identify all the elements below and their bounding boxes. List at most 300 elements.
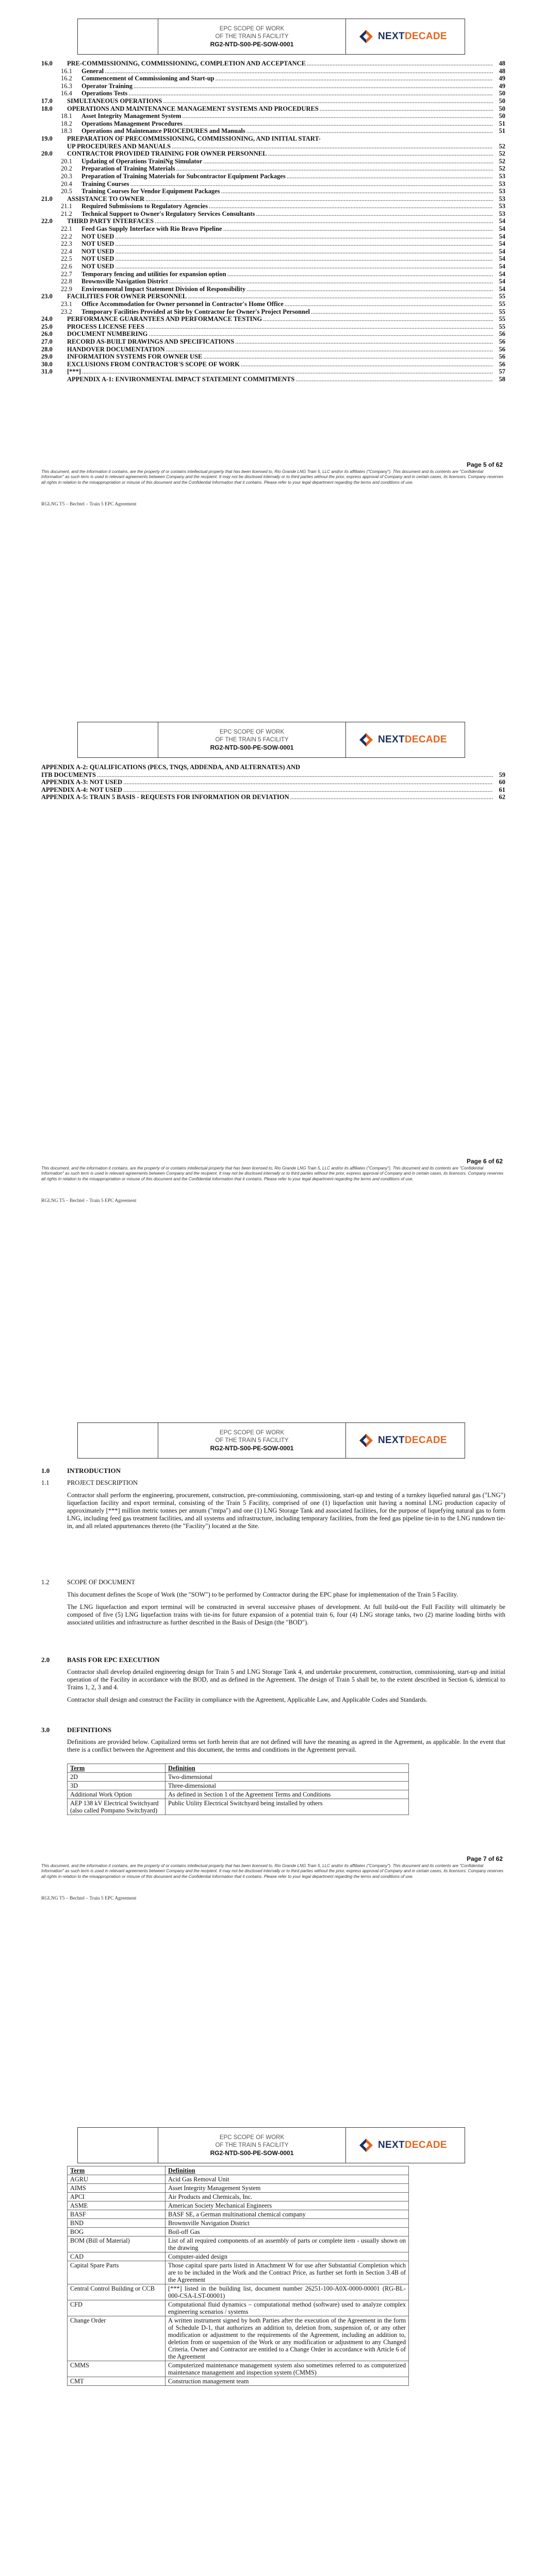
toc-entry-title: NOT USED [81,255,114,263]
toc-leader-dots [203,158,493,165]
toc-entry[interactable] [41,195,505,203]
toc-entry[interactable] [41,173,505,180]
toc-entry-number: 22.7 [61,270,72,278]
table-row [68,2284,409,2300]
toc-entry-page: 49 [499,75,505,82]
toc-entry-number: 20.1 [61,157,72,165]
toc-entry-number: 24.0 [41,315,53,323]
toc-leader-dots [203,353,493,361]
definition-term: BND [68,2219,166,2228]
paragraph: Contractor shall design and construct the Facility in compliance with the Agreement, Applicable Law, and Applicable Codes and Standards. [67,1696,427,1703]
toc-leader-dots [166,346,493,353]
section-3 [41,1726,505,1754]
column-header-term: Term [68,2166,166,2175]
definition-term: CFD [68,2300,166,2316]
definition-term: CMMS [68,2361,166,2377]
toc-entry-number: 20.3 [61,172,72,180]
definition-term: BOM (Bill of Material) [68,2236,166,2252]
toc-leader-dots [149,330,493,338]
confidentiality-notice: This document, and the information it contains, are the property of or contains intellectual property that has been licensed to, Rio Grande LNG Train 5, LLC and/or its affiliates ("Company"). This document and its contents are "Confidential Information" as such term is used in relevant agreements between Company and the recipient. It may not be disclosed internally or to third parties without the prior, express approval of Company and in certain cases, its licensors. Company reserves all rights in relation to the misappropriation or misuse of this document and the Confidential Information that it contains. Please refer to your legal department regarding the terms and conditions of use. [41,1863,504,1879]
table-row [68,2377,409,2386]
toc-entry[interactable] [41,60,505,67]
toc-entry-page: 61 [499,786,505,793]
header-line2: OF THE TRAIN 5 FACILITY [215,2142,289,2148]
toc-entry-page: 55 [499,300,505,308]
definition-term: Central Control Building or CCB [68,2284,166,2300]
toc-leader-dots [209,202,493,210]
toc-entry-page: 56 [499,345,505,353]
document-number: RG2-NTD-S00-PE-SOW-0001 [210,1444,294,1452]
definition-term: ASME [68,2201,166,2210]
toc-leader-dots [223,225,493,233]
toc-entry-number: 20.4 [61,180,72,188]
table-row [68,2261,409,2284]
toc-entry-number: 17.0 [41,97,53,105]
toc-entry-title: APPENDIX A-2: QUALIFICATIONS (PECS, TNQS, ADDENDA, AND ALTERNATES) AND [41,764,301,771]
toc-leader-dots [123,786,493,794]
section-title: BASIS FOR EPC EXECUTION [67,1656,160,1664]
toc-leader-dots [115,248,493,256]
toc-entry-title: SIMULTANEOUS OPERATIONS [67,97,162,105]
nextdecade-logo: NEXTDECADE [346,19,465,54]
document-number: RG2-NTD-S00-PE-SOW-0001 [210,743,294,751]
toc-entry-number: 22.3 [61,240,72,248]
nextdecade-logo: NEXTDECADE [346,2128,465,2163]
toc-entry[interactable] [41,376,505,383]
definition-term: 2D [68,1773,166,1782]
toc-entry-page: 52 [499,165,505,173]
page-number: Page 5 of 62 [466,461,503,468]
toc-entry[interactable] [41,315,505,323]
toc-entry-title: Training Courses for Vendor Equipment Packages [81,188,220,195]
toc-entry-page: 56 [499,353,505,361]
toc-entry-page: 56 [499,330,505,338]
toc-leader-dots [128,90,493,97]
toc-entry[interactable] [41,67,505,75]
toc-entry-page: 54 [499,255,505,263]
toc-entry[interactable] [41,270,505,278]
toc-entry-page: 58 [499,375,505,383]
toc-entry-number: 21.0 [41,195,53,202]
toc-entry[interactable] [41,323,505,331]
section-number: 1.1 [41,1479,50,1486]
page-header [77,722,465,758]
toc-entry-title: Training Courses [81,180,129,188]
toc-entry-page: 50 [499,90,505,97]
toc-leader-dots [97,771,493,779]
definition-text: Computational fluid dynamics – computational method (software) used to analyze complex engineering scenarios / systems [166,2300,409,2316]
toc-entry[interactable] [41,793,505,801]
toc-entry[interactable] [41,135,505,143]
toc-leader-dots [145,195,493,203]
toc-entry-page: 54 [499,232,505,240]
toc-entry-title: PERFORMANCE GUARANTEES AND PERFORMANCE TESTING [67,315,262,323]
toc-entry[interactable] [41,255,505,263]
section-number: 2.0 [41,1656,50,1664]
page-5 [0,0,544,703]
toc-entry-title: RECORD AS-BUILT DRAWINGS AND SPECIFICATIONS [67,337,235,345]
toc-leader-dots [290,793,493,801]
toc-entry[interactable] [41,202,505,210]
toc-entry-number: 16.1 [61,67,72,75]
toc-entry-page: 59 [499,771,505,778]
toc-entry[interactable] [41,240,505,248]
header-line2: OF THE TRAIN 5 FACILITY [215,736,289,743]
toc-entry[interactable] [41,82,505,90]
toc-entry-number: 26.0 [41,330,53,338]
toc-entry-number: 16.3 [61,82,72,90]
toc-entry-number: 18.2 [61,120,72,127]
table-row [68,2175,409,2184]
toc-entry[interactable] [41,338,505,346]
section-title: SCOPE OF DOCUMENT [67,1579,135,1586]
table-row [68,2236,409,2252]
toc-entry[interactable] [41,217,505,225]
header-line1: EPC SCOPE OF WORK [219,25,285,32]
toc-leader-dots [188,293,493,300]
table-row [68,2210,409,2219]
table-row [68,2316,409,2361]
toc-leader-dots [227,270,493,278]
toc-leader-dots [172,143,493,150]
header-line1: EPC SCOPE OF WORK [219,2134,285,2141]
toc-entry[interactable] [41,210,505,218]
toc-entry-title: ASSISTANCE TO OWNER [67,195,145,202]
toc-leader-dots [115,263,493,270]
toc-entry-page: 56 [499,337,505,345]
toc-entry[interactable] [41,105,505,113]
toc-entry-title: PREPARATION OF PRECOMMISSIONING, COMMISSIONING, AND INITIAL START- [67,134,321,142]
toc-entry-page: 54 [499,240,505,248]
definition-text: Air Products and Chemicals, Inc. [166,2193,409,2201]
toc-entry[interactable] [41,90,505,97]
toc-entry-title: General [81,67,104,75]
toc-leader-dots [163,97,493,105]
toc-entry-title: Required Submissions to Regulatory Agencies [81,202,208,210]
definition-text: Computerized maintenance management system also sometimes referred to as computerized maintenance management and inspection system (CMMS) [166,2361,409,2377]
toc-entry[interactable] [41,165,505,173]
toc-entry[interactable] [41,368,505,376]
toc-entry[interactable] [41,778,505,786]
toc-entry[interactable] [41,300,505,308]
section-title: PROJECT DESCRIPTION [67,1479,138,1486]
toc-entry-title: Office Accommodation for Owner personnel in Contractor's Home Office [81,300,284,308]
toc-leader-dots [176,165,493,173]
toc-leader-dots [115,233,493,241]
toc-entry-number: 18.0 [41,105,53,112]
toc-entry-title: UP PROCEDURES AND MANUALS [67,142,171,150]
toc-entry-page: 52 [499,142,505,150]
header-line2: OF THE TRAIN 5 FACILITY [215,33,289,40]
toc-leader-dots [235,338,493,346]
definition-term: AIMS [68,2184,166,2193]
section-2 [41,1656,505,1704]
definition-term: Additional Work Option [68,1790,166,1799]
toc-leader-dots [311,308,493,316]
definition-text: Those capital spare parts listed in Attachment W for use after Substantial Completion which are to be included in the Work and the Contract Price, as further set forth in Section 3.4B of the Agreement [166,2261,409,2284]
table-row [68,2300,409,2316]
toc-entry[interactable] [41,330,505,338]
toc-entry-number: 22.5 [61,255,72,263]
toc-entry-page: 51 [499,120,505,127]
toc-entry[interactable] [41,353,505,361]
toc-leader-dots [268,150,493,158]
table-row [68,1782,409,1790]
toc-entry-number: 19.0 [41,134,53,142]
toc-entry-page: 53 [499,210,505,217]
column-header-term: Term [68,1764,166,1773]
toc-entry-page: 50 [499,97,505,105]
toc-entry[interactable] [41,308,505,316]
toc-entry-title: Environmental Impact Statement Division of Responsibility [81,285,246,293]
toc-entry-title: HANDOVER DOCUMENTATION [67,345,165,353]
toc-leader-dots [241,361,493,368]
toc-leader-dots [263,315,493,323]
page-footer: RGLNG T5 – Bechtel – Train 5 EPC Agreement [41,1198,137,1204]
toc-entry-title: Preparation of Training Materials for Subcontractor Equipment Packages [81,172,286,180]
toc-entry[interactable] [41,97,505,105]
toc-entry[interactable] [41,346,505,353]
toc-leader-dots [82,368,493,376]
nextdecade-logo-mark-icon [357,28,375,45]
toc-entry-page: 51 [499,127,505,135]
toc-entry-title: Preparation of Training Materials [81,165,175,173]
toc-entry[interactable] [41,143,505,150]
toc-entry-page: 54 [499,217,505,225]
toc-entry-page: 53 [499,188,505,195]
toc-entry-title: APPENDIX A-1: ENVIRONMENTAL IMPACT STATEMENT COMMITMENTS [67,375,295,383]
toc-entry-number: 16.0 [41,60,53,67]
toc-entry-title: NOT USED [81,232,114,240]
toc-entry[interactable] [41,180,505,188]
toc-entry-page: 55 [499,293,505,300]
table-row [68,2193,409,2201]
toc-entry-number: 20.0 [41,150,53,158]
toc-entry-number: 30.0 [41,360,53,368]
toc-entry[interactable] [41,120,505,128]
toc-entry[interactable] [41,75,505,82]
section-number: 1.2 [41,1579,50,1586]
toc-entry[interactable] [41,361,505,368]
toc-entry-title: Updating of Operations TrainiNg Simulator [81,157,203,165]
toc-entry-number: 22.1 [61,225,72,233]
toc-entry-title: PRE-COMMISSIONING, COMMISSIONING, COMPLETION AND ACCEPTANCE [67,60,306,67]
toc-leader-dots [123,778,493,786]
definition-term: Capital Spare Parts [68,2261,166,2284]
table-row [68,2184,409,2193]
toc-entry-page: 53 [499,180,505,188]
toc-entry-title: Temporary Facilities Provided at Site by Contractor for Owner's Project Personnel [81,308,310,315]
toc-entry-title: Feed Gas Supply Interface with Rio Bravo Pipeline [81,225,222,233]
definition-text: Brownsville Navigation District [166,2219,409,2228]
nextdecade-logo: NEXTDECADE [346,1423,465,1458]
toc-entry-number: 23.2 [61,308,72,315]
toc-entry-title: NOT USED [81,263,114,270]
toc-entry-title: ITB DOCUMENTS [41,771,96,778]
toc-entry-number: 20.2 [61,165,72,173]
page-footer: RGLNG T5 – Bechtel – Train 5 EPC Agreement [41,502,137,507]
toc-entry[interactable] [41,233,505,241]
definition-text: List of all required components of an assembly of parts or complete item - usually shown on the drawing [166,2236,409,2252]
toc-entry-number: 21.2 [61,210,72,217]
definition-term: APCI [68,2193,166,2201]
page-8 [0,2110,544,2576]
section-number: 1.0 [41,1467,50,1475]
document-number: RG2-NTD-S00-PE-SOW-0001 [210,2149,294,2157]
definition-term: 3D [68,1782,166,1790]
toc-entry[interactable] [41,127,505,135]
definition-term: AEP 138 kV Electrical Switchyard (also called Pompano Switchyard) [68,1799,166,1815]
toc-entry[interactable] [41,248,505,256]
toc-entry[interactable] [41,285,505,293]
toc-entry-number: 22.8 [61,278,72,285]
definition-term: BASF [68,2210,166,2219]
toc-entry-page: 57 [499,368,505,376]
toc-leader-dots [105,67,493,75]
definition-text: American Society Mechanical Engineers [166,2201,409,2210]
table-row [68,2219,409,2228]
header-line1: EPC SCOPE OF WORK [219,1429,285,1436]
definition-text: Boil-off Gas [166,2228,409,2236]
toc-entry[interactable] [41,764,505,771]
toc-entry-title: Operations Management Procedures [81,120,183,127]
toc-leader-dots [246,127,493,135]
toc-entry-number: 29.0 [41,353,53,361]
toc-entry-title: OPERATIONS AND MAINTENANCE MANAGEMENT SYSTEMS AND PROCEDURES [67,105,319,112]
toc-entry-title: [***] [67,368,81,376]
toc-entry[interactable] [41,158,505,165]
toc-leader-dots [320,105,493,113]
definition-text: As defined in Section 1 of the Agreement Terms and Conditions [166,1790,409,1799]
definition-term: CAD [68,2252,166,2261]
definition-text: [***] listed in the building list, document number 26251-100-A0X-0000-00001 (RG-BL-000-CSA-LST-00001) [166,2284,409,2300]
toc-entry-page: 55 [499,308,505,315]
toc-entry-number: 28.0 [41,345,53,353]
toc-entry-page: 56 [499,360,505,368]
toc-entry-title: EXCLUSIONS FROM CONTRACTOR'S SCOPE OF WORK [67,360,240,368]
toc-entry-page: 53 [499,202,505,210]
table-row [68,2201,409,2210]
toc-leader-dots [216,75,493,82]
toc-entry-title: Commencement of Commissioning and Start-up [81,75,215,82]
section-title: DEFINITIONS [67,1726,111,1734]
page-7 [0,1406,544,2110]
toc-entry-page: 48 [499,67,505,75]
toc-entry-page: 49 [499,82,505,90]
toc-entry[interactable] [41,786,505,794]
toc-leader-dots [134,82,493,90]
section-1 [41,1467,505,1475]
toc-entry-page: 54 [499,247,505,255]
toc-entry-number: 25.0 [41,323,53,330]
toc-entry-number: 22.9 [61,285,72,293]
page-header [77,2127,465,2163]
toc-entry-page: 54 [499,225,505,233]
table-of-contents [41,60,505,383]
definition-text: Computer-aided design [166,2252,409,2261]
nextdecade-logo-mark-icon [357,1432,375,1449]
toc-entry-number: 22.6 [61,263,72,270]
table-row [68,1790,409,1799]
toc-entry[interactable] [41,150,505,158]
toc-leader-dots [115,255,493,263]
toc-entry[interactable] [41,771,505,779]
toc-leader-dots [184,120,493,128]
toc-entry-page: 53 [499,172,505,180]
page-number: Page 6 of 62 [466,1158,503,1165]
definition-term: CMT [68,2377,166,2386]
toc-leader-dots [145,323,493,331]
toc-entry-title: APPENDIX A-3: NOT USED [41,778,123,786]
section-1-1 [41,1479,505,1530]
definition-text: A written instrument signed by both Parties after the execution of the Agreement in the form of Schedule D-1, that authorizes an addition to, deletion from, suspension of, or any other modification or adjustment to the requirements of the Agreement, including an addition to, deletion from or suspension of the Work or any modification or adjustment to any Changed Criteria. Owner and Contractor are entitled to a Change Order in accordance with Article 6 of the Agreement [166,2316,409,2361]
toc-entry-number: 16.2 [61,75,72,82]
toc-entry[interactable] [41,293,505,300]
page-header [77,1422,465,1459]
page-header [77,19,465,55]
header-line1: EPC SCOPE OF WORK [219,728,285,735]
paragraph: Contractor shall develop detailed engineering design for Train 5 and LNG Storage Tank 4, and undertake procurement, construction, commissioning, start-up and initial operation of the Facility in accordance with the BOD, and as defined in the Agreement. The design of Train 5 shall be, to the extent described in Section 6, identical to Trains 1, 2, 3 and 4. [67,1668,505,1691]
toc-entry-number: 18.1 [61,112,72,120]
toc-leader-dots [307,60,493,67]
table-header-row [68,1764,409,1773]
paragraph: This document defines the Scope of Work (the "SOW") to be performed by Contractor during the EPC phase for implementation of the Train 5 Facility. [67,1591,458,1598]
toc-entry-title: NOT USED [81,240,114,248]
toc-entry-number: 18.3 [61,127,72,135]
paragraph: Definitions are provided below. Capitalized terms set forth herein that are not defined will have the meaning as agreed in the Agreement, as applicable. In the event that there is a conflict between the Agreement and this document, the terms and conditions in the Agreement prevail. [67,1738,505,1753]
nextdecade-logo-mark-icon [357,731,375,749]
toc-leader-dots [295,376,493,383]
toc-entry-title: PROCESS LICENSE FEES [67,323,145,330]
table-header-row [68,2166,409,2175]
toc-entry-title: Brownsville Navigation District [81,278,168,285]
header-line2: OF THE TRAIN 5 FACILITY [215,1437,289,1444]
toc-entry-page: 54 [499,270,505,278]
toc-entry[interactable] [41,188,505,195]
toc-entry-title: Technical Support to Owner's Regulatory Services Consultants [81,210,255,217]
paragraph: Contractor shall perform the engineering, procurement, construction, pre-commissioning, commissioning, start-up and testing of a turnkey liquefied natural gas ("LNG") liquefaction facility and export terminal, consisting of the Train 5 Facility, comprised of one (1) liquefaction unit having a nominal LNG production capacity of approximately [***] million metric tonnes per annum ("mtpa") and one (1) LNG Storage Tank and associated facilities, for the purpose of liquefying natural gas to form LNG, including feed gas treatment facilities, and all systems and infrastructure, including temporary facilities, from the feed gas pipeline tie-in to the LNG rundown tie-in, and all related appurtenances thereto (the "Facility") located at the Site. [67,1492,505,1530]
toc-entry[interactable] [41,263,505,270]
definition-term: BOG [68,2228,166,2236]
toc-leader-dots [182,112,493,120]
toc-entry[interactable] [41,112,505,120]
toc-entry-number: 20.5 [61,188,72,195]
definition-text: Public Utility Electrical Switchyard being installed by others [166,1799,409,1815]
confidentiality-notice: This document, and the information it contains, are the property of or contains intellectual property that has been licensed to, Rio Grande LNG Train 5, LLC and/or its affiliates ("Company"). This document and its contents are "Confidential Information" as such term is used in relevant agreements between Company and the recipient. It may not be disclosed internally or to third parties without the prior, express approval of Company and in certain cases, its licensors. Company reserves all rights in relation to the misappropriation or misuse of this document and the Confidential Information that it contains. Please refer to your legal department regarding the terms and conditions of use. [41,1166,504,1181]
toc-entry[interactable] [41,225,505,233]
toc-entry-page: 54 [499,278,505,285]
page-footer: RGLNG T5 – Bechtel – Train 5 EPC Agreement [41,1896,137,1901]
toc-entry-page: 54 [499,263,505,270]
toc-entry-page: 48 [499,60,505,67]
table-row [68,2361,409,2377]
section-1-2 [41,1579,505,1626]
toc-entry-number: 21.1 [61,202,72,210]
toc-entry-page: 52 [499,157,505,165]
toc-entry-page: 62 [499,793,505,801]
toc-entry[interactable] [41,278,505,285]
toc-entry-page: 53 [499,195,505,202]
section-number: 3.0 [41,1726,50,1734]
table-row [68,2228,409,2236]
definition-text: Construction management team [166,2377,409,2386]
toc-entry-page: 60 [499,778,505,786]
toc-entry-title: Operator Training [81,82,133,90]
definition-text: Acid Gas Removal Unit [166,2175,409,2184]
toc-entry-page: 50 [499,105,505,112]
table-of-contents-continued [41,764,505,801]
toc-leader-dots [115,240,493,248]
